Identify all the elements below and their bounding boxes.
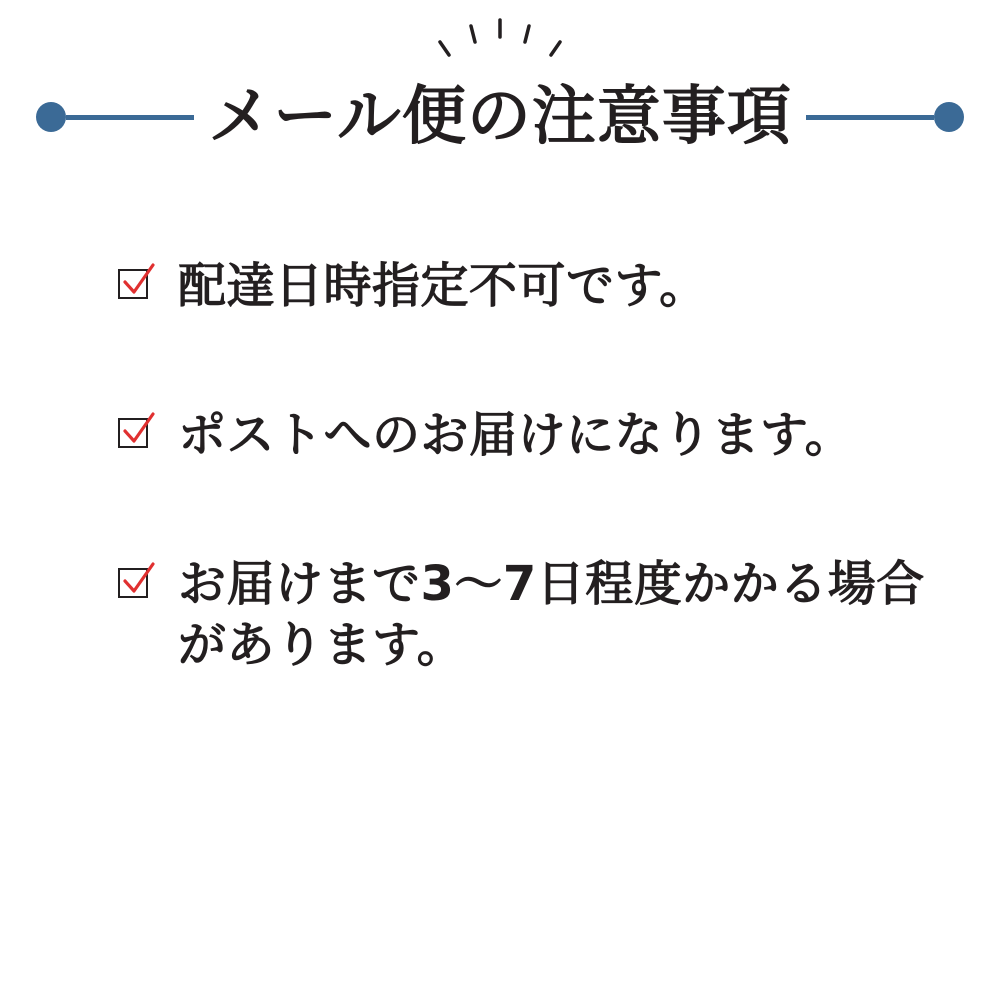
page-title: メール便の注意事項 <box>208 80 792 154</box>
check-mark-icon <box>120 411 156 449</box>
list-item-label: ポストへのお届けになります。 <box>178 407 854 464</box>
checked-checkbox-icon <box>118 568 152 602</box>
rule-dot-left-icon <box>36 102 66 132</box>
list-item <box>0 554 1000 677</box>
sparkle-burst-icon <box>430 14 570 62</box>
notice-list <box>0 255 1000 763</box>
check-mark-icon <box>120 561 156 599</box>
title-rule-left <box>36 102 194 132</box>
rule-dot-right-icon <box>934 102 964 132</box>
list-item <box>0 404 1000 467</box>
list-item-label: お届けまで3〜7日程度かかる場合があります。 <box>178 555 925 674</box>
title-rule-right <box>806 102 964 132</box>
rule-line-left <box>66 115 194 120</box>
check-mark-icon <box>120 262 156 300</box>
list-item-label: 配達日時指定不可です。 <box>178 258 708 314</box>
page-title-row <box>0 72 1000 162</box>
header <box>0 0 1000 175</box>
rule-line-right <box>806 115 934 120</box>
list-item <box>0 255 1000 318</box>
checked-checkbox-icon <box>118 418 152 452</box>
checked-checkbox-icon <box>118 269 152 303</box>
